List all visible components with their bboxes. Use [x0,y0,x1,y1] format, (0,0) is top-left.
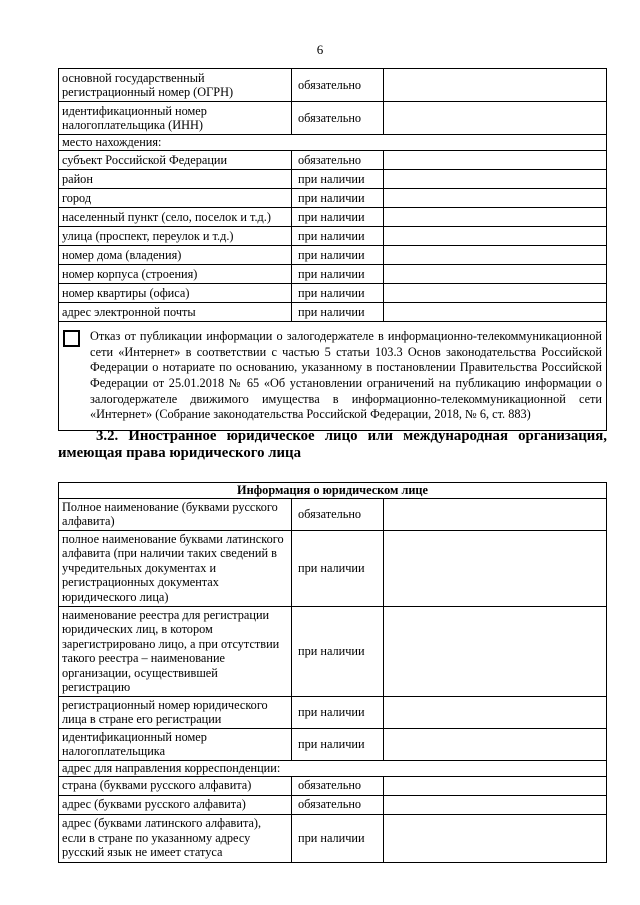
table-row [59,246,607,265]
field-label: регистрационный номер юридического лица в стране его регистрации [59,696,292,728]
table-row [59,208,607,227]
requirement-cell: обязательно [292,795,384,814]
table-row [59,696,607,728]
group-label: адрес для направления корреспонденции: [59,760,607,776]
table-row [59,151,607,170]
requirement-cell: обязательно [292,776,384,795]
value-cell[interactable] [384,498,607,530]
table-row [59,606,607,696]
requirement-cell: при наличии [292,814,384,862]
value-cell[interactable] [384,303,607,322]
requirement-cell: при наличии [292,530,384,606]
value-cell[interactable] [384,151,607,170]
requirement-cell: обязательно [292,69,384,102]
field-label: адрес электронной почты [59,303,292,322]
table-row [59,69,607,102]
field-label: субъект Российской Федерации [59,151,292,170]
refusal-checkbox[interactable] [63,330,80,347]
value-cell[interactable] [384,227,607,246]
value-cell[interactable] [384,69,607,102]
page-number: 6 [316,42,324,57]
table-row [59,728,607,760]
requirement-cell: обязательно [292,102,384,135]
field-label: адрес (буквами латинского алфавита), если в стране по указанному адресу русский язык не имеет статуса [59,814,292,862]
requirement-cell: при наличии [292,265,384,284]
requirement-cell: обязательно [292,498,384,530]
foreign-entity-table [58,482,607,863]
table-row [59,102,607,135]
requirement-cell: при наличии [292,606,384,696]
requirement-cell: при наличии [292,189,384,208]
field-label: улица (проспект, переулок и т.д.) [59,227,292,246]
value-cell[interactable] [384,208,607,227]
value-cell[interactable] [384,189,607,208]
requirement-cell: при наличии [292,728,384,760]
requirement-cell: при наличии [292,227,384,246]
refusal-text: Отказ от публикации информации о залогодержателе в информационно-телекоммуникационной сети «Интернет» в соответствии с частью 5 статьи 103.3 Основ законодательства Российской Федерации о нотариате по основанию, указанному в постановлении Правительства Российской Федерации от 25.01.2018 № 65 «Об установлении ограничений на публикацию информации о залогодержателе движимого имущества в информационно-телекоммуникационной сети «Интернет» (Собрание законодательства Российской Федерации, 2018, № 6, ст. 883) [90,329,602,422]
value-cell[interactable] [384,265,607,284]
value-cell[interactable] [384,795,607,814]
table-row [59,265,607,284]
table-row [59,284,607,303]
field-label: идентификационный номер налогоплательщика (ИНН) [59,102,292,135]
field-label: основной государственный регистрационный номер (ОГРН) [59,69,292,102]
field-label: номер квартиры (офиса) [59,284,292,303]
table-row [59,227,607,246]
value-cell[interactable] [384,284,607,303]
group-label: место нахождения: [59,135,607,151]
requirement-cell: обязательно [292,151,384,170]
field-label: номер корпуса (строения) [59,265,292,284]
table-row [59,776,607,795]
table-row [59,135,607,151]
field-label: наименование реестра для регистрации юридических лиц, в котором зарегистрировано лицо, а при отсутствии такого реестра – наименование организации, осуществившей регистрацию [59,606,292,696]
field-label: номер дома (владения) [59,246,292,265]
value-cell[interactable] [384,246,607,265]
table-row [59,760,607,776]
legal-entity-table [58,68,607,431]
table-header-row [59,483,607,499]
value-cell[interactable] [384,728,607,760]
value-cell[interactable] [384,776,607,795]
field-label: страна (буквами русского алфавита) [59,776,292,795]
value-cell[interactable] [384,170,607,189]
field-label: район [59,170,292,189]
value-cell[interactable] [384,102,607,135]
field-label: город [59,189,292,208]
field-label: населенный пункт (село, поселок и т.д.) [59,208,292,227]
value-cell[interactable] [384,606,607,696]
table-row [59,189,607,208]
table-row [59,170,607,189]
refusal-row [59,322,607,431]
table-row [59,795,607,814]
field-label: адрес (буквами русского алфавита) [59,795,292,814]
table-row [59,530,607,606]
table-row [59,303,607,322]
requirement-cell: при наличии [292,303,384,322]
requirement-cell: при наличии [292,170,384,189]
field-label: Полное наименование (буквами русского алфавита) [59,498,292,530]
requirement-cell: при наличии [292,284,384,303]
requirement-cell: при наличии [292,208,384,227]
table-header: Информация о юридическом лице [59,483,607,499]
table-row [59,814,607,862]
value-cell[interactable] [384,814,607,862]
requirement-cell: при наличии [292,246,384,265]
value-cell[interactable] [384,696,607,728]
table-row [59,498,607,530]
value-cell[interactable] [384,530,607,606]
field-label: идентификационный номер налогоплательщика [59,728,292,760]
section-heading: 3.2. Иностранное юридическое лицо или международная организация, имеющая права юридического лица [58,428,607,461]
requirement-cell: при наличии [292,696,384,728]
field-label: полное наименование буквами латинского алфавита (при наличии таких сведений в учредительных документах и регистрационных документах юридического лица) [59,530,292,606]
